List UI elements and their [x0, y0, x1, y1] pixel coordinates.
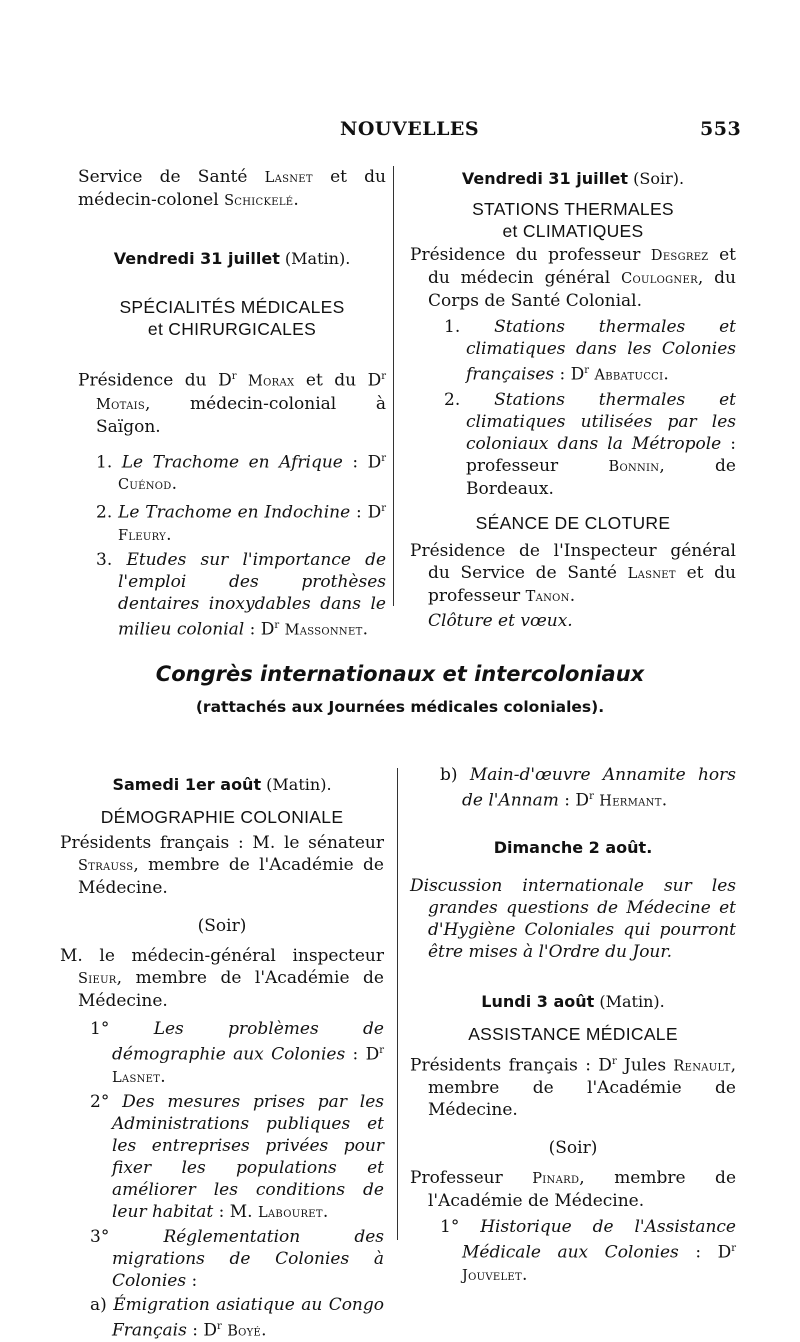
list-item: b) Main-d'œuvre Annamite hors de l'Annam : $D^r$ Hermant. [440, 765, 736, 811]
item-list [60, 1018, 384, 1342]
list-item: 1. Stations thermales et climatiques dans les Colonies françaises : $D^r$ Abbatucci. [444, 317, 737, 385]
dimanche-heading: Dimanche 2 août. [493, 837, 653, 857]
list-item: 1° Les problèmes de démographie aux Colonies : $D^r$ Lasnet. [90, 1019, 384, 1087]
bottom-right-column [410, 764, 736, 1287]
list-item: 3. Etudes sur l'importance de l'emploi des prothèses dentaires inoxydables dans le milieu colonial : $D^r$ Massonnet. [96, 549, 387, 640]
column-divider-top [393, 166, 394, 606]
section-title-line2: et CLIMATIQUES [502, 221, 644, 241]
section-title: STATIONS THERMALES [472, 199, 674, 219]
bottom-left-column [60, 774, 384, 1342]
list-item: 2° Des mesures prises par les Administrations publiques et les entreprises privées pour fixer les populations et améliorer les conditions de leur habitat : M. Labouret. [90, 1091, 384, 1222]
list-item: 2. Stations thermales et climatiques utilisées par les coloniaux dans la Métropole : professeur Bonnin, de Bordeaux. [444, 389, 737, 499]
section-title: ASSISTANCE MÉDICALE [468, 1023, 678, 1044]
list-item: 3° Réglementation des migrations de Colonies à Colonies : [90, 1226, 384, 1291]
item-list [78, 448, 386, 642]
soir-label: (Soir) [548, 1138, 598, 1159]
list-item: 1. Le Trachome en Afrique : $D^r$ Cuénod. [96, 452, 386, 495]
congres-subtitle: (rattachés aux Journées médicales coloniales). [195, 698, 605, 716]
section-title: DÉMOGRAPHIE COLONIALE [100, 807, 344, 827]
list-item: 1° Historique de l'Assistance Médicale aux Colonies : $D^r$ Jouvelet. [440, 1217, 736, 1285]
medecin-paragraph: M. le médecin-général inspecteur Sieur, membre de l'Académie de Médecine. [60, 946, 384, 1011]
presidents-paragraph: Présidents français : $D^r$ Jules Renault, membre de l'Académie de Médecine. [410, 1055, 737, 1121]
section-title-line2: et CHIRURGICALES [147, 319, 317, 339]
day-heading: Samedi 1er août (Matin). [112, 775, 332, 794]
running-head: NOUVELLES [340, 118, 480, 140]
page-number: 553 [700, 118, 742, 140]
item-list [410, 316, 736, 500]
congres-title: Congrès internationaux et intercoloniaux [155, 662, 645, 686]
column-divider-bottom [397, 768, 398, 1240]
list-item: a) Émigration asiatique au Congo Français : $D^r$ Boyé. [90, 1294, 384, 1341]
section-title: SPÉCIALITÉS MÉDICALES [119, 297, 345, 317]
presidence-paragraph: Présidence du $D^r$ Morax et du $D^r$ Motais, médecin-colonial à Saïgon. [78, 370, 387, 437]
presidents-paragraph: Présidents français : M. le sénateur Strauss, membre de l'Académie de Médecine. [60, 833, 384, 898]
seance-title: SÉANCE DE CLOTURE [475, 512, 671, 533]
soir-label: (Soir) [197, 916, 247, 936]
day-heading: Lundi 3 août (Matin). [481, 991, 665, 1011]
day-heading: Vendredi 31 juillet (Matin). [113, 249, 351, 268]
intro-paragraph: Service de Santé Lasnet et du médecin-colonel Schickelé. [78, 167, 387, 210]
seance-paragraph: Présidence de l'Inspecteur général du Service de Santé Lasnet et du professeur Tanon. [410, 540, 737, 606]
top-right-column [410, 168, 736, 632]
professeur-paragraph: Professeur Pinard, membre de l'Académie de Médecine. [410, 1168, 737, 1212]
cloture-text: Clôture et vœux. [428, 610, 573, 631]
presidence-paragraph: Présidence du professeur Desgrez et du médecin général Coulogner, du Corps de Santé Colonial. [410, 245, 736, 311]
day-heading: Vendredi 31 juillet (Soir). [461, 169, 685, 188]
discussion-paragraph: Discussion internationale sur les grandes questions de Médecine et d'Hygiène Coloniales qui pourront être mises à l'Ordre du Jour. [410, 875, 736, 962]
top-left-column [78, 166, 386, 642]
list-item: 2. Le Trachome en Indochine : $D^r$ Fleury. [96, 502, 386, 545]
